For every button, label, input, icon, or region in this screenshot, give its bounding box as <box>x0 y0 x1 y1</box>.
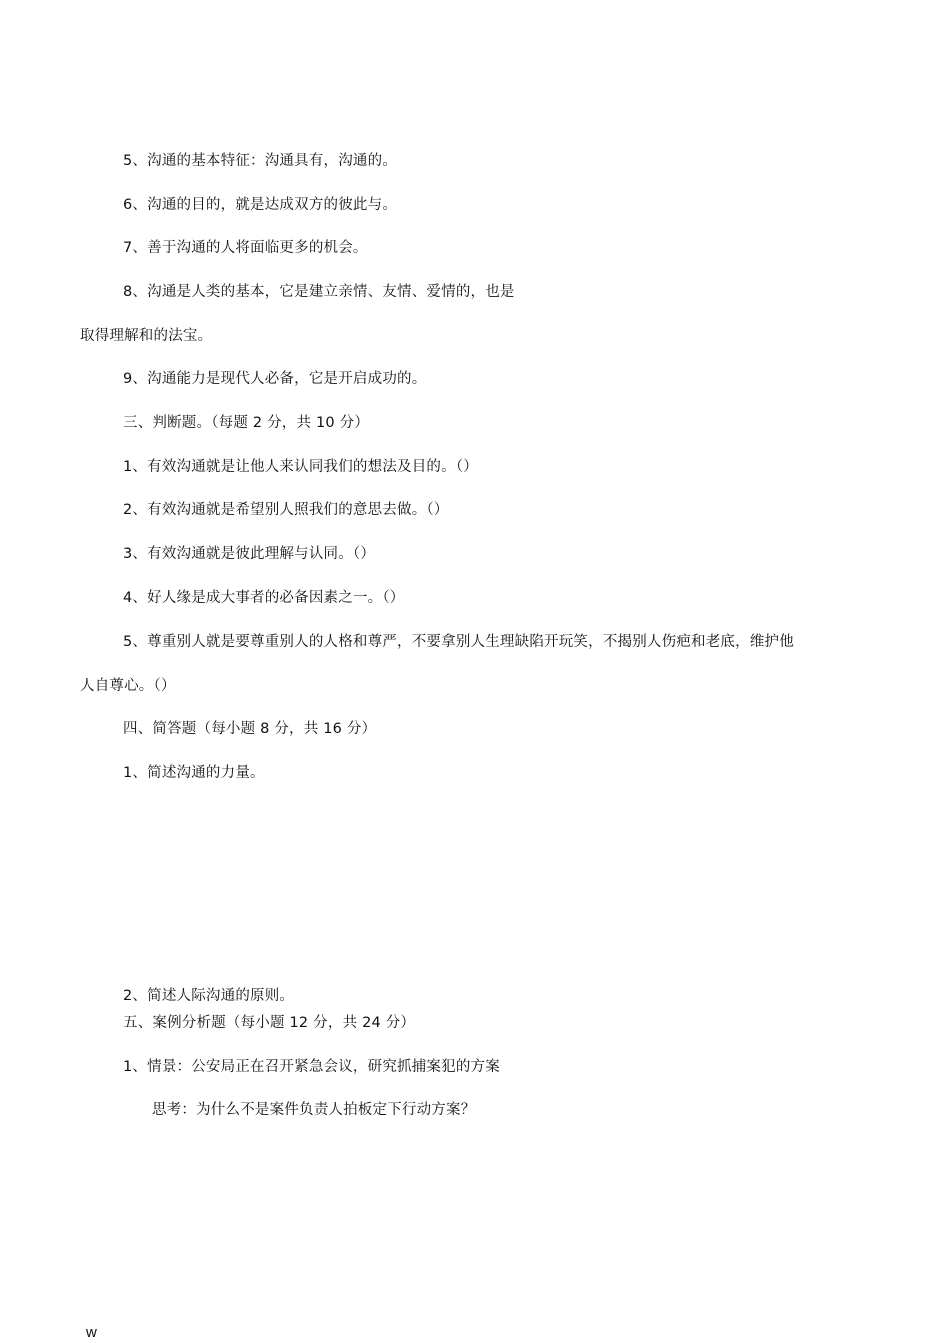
fill-in-question-8: 8、沟通是人类的基本，它是建立亲情、友情、爱情的，也是 <box>123 284 515 300</box>
fill-in-question-7: 7、善于沟通的人将面临更多的机会。 <box>123 240 368 256</box>
case-question-1: 1、情景：公安局正在召开紧急会议，研究抓捕案犯的方案 <box>123 1059 500 1075</box>
footer-mark: w <box>86 1324 97 1341</box>
short-answer-question-2: 2、简述人际沟通的原则。 <box>123 988 295 1004</box>
true-false-question-1: 1、有效沟通就是让他人来认同我们的想法及目的。（） <box>123 459 478 475</box>
section-heading-true-false: 三、判断题。（每题 2 分，共 10 分） <box>123 415 370 431</box>
true-false-question-5: 5、尊重别人就是要尊重别人的人格和尊严，不要拿别人生理缺陷开玩笑，不揭别人伤疤和老底，维护他 <box>123 634 794 650</box>
true-false-question-4: 4、好人缘是成大事者的必备因素之一。（） <box>123 590 405 606</box>
true-false-question-2: 2、有效沟通就是希望别人照我们的意思去做。（） <box>123 502 449 518</box>
true-false-question-3: 3、有效沟通就是彼此理解与认同。（） <box>123 546 376 562</box>
fill-in-question-6: 6、沟通的目的，就是达成双方的彼此与。 <box>123 197 398 213</box>
fill-in-question-8-continued: 取得理解和的法宝。 <box>80 328 213 344</box>
short-answer-question-1: 1、简述沟通的力量。 <box>123 765 265 781</box>
section-heading-short-answer: 四、简答题（每小题 8 分，共 16 分） <box>123 721 377 737</box>
section-heading-case-analysis: 五、案例分析题（每小题 12 分，共 24 分） <box>123 1015 416 1031</box>
case-question-1-think: 思考：为什么不是案件负责人拍板定下行动方案？ <box>152 1102 476 1118</box>
fill-in-question-5: 5、沟通的基本特征：沟通具有，沟通的。 <box>123 153 398 169</box>
fill-in-question-9: 9、沟通能力是现代人必备，它是开启成功的。 <box>123 371 427 387</box>
true-false-question-5-continued: 人自尊心。（） <box>80 678 176 694</box>
